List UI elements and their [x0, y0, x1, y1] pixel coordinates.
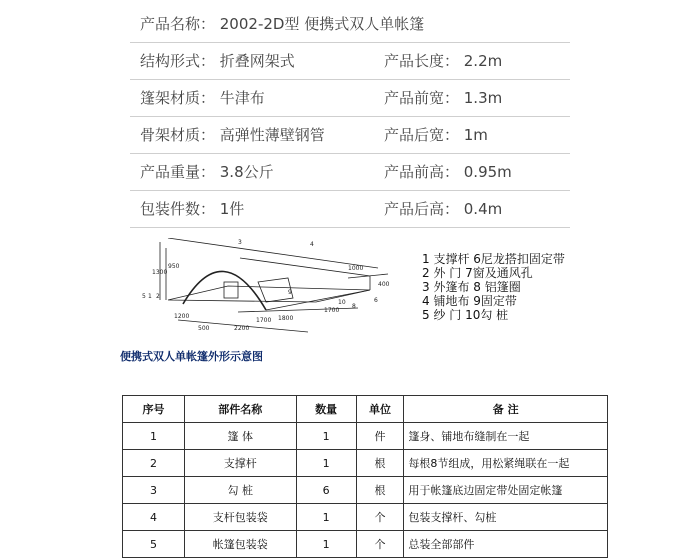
- table-cell: 1: [123, 423, 185, 450]
- dim-label: 1800: [278, 315, 294, 322]
- header-cell: 部件名称: [184, 396, 296, 423]
- callout-number: 4: [310, 241, 314, 248]
- spec-label-left: 包装件数： 1件: [140, 200, 245, 218]
- callout-number: 3: [238, 239, 242, 246]
- spec-label-left: 产品名称： 2002-2D型 便携式双人单帐篷: [140, 15, 425, 33]
- spec-label-left: 篷架材质： 牛津布: [140, 89, 265, 107]
- drawing-legend: [422, 252, 565, 322]
- dim-label: 950: [168, 263, 180, 270]
- table-cell: 支杆包装袋: [184, 504, 296, 531]
- tent-drawing: [138, 238, 408, 338]
- legend-item: 2 外 门 7窗及通风孔: [422, 266, 533, 280]
- legend-item: 5 纱 门 10勾 桩: [422, 308, 509, 322]
- callout-number: 8: [352, 303, 356, 310]
- table-cell: 个: [356, 504, 404, 531]
- parts-table: [122, 395, 608, 558]
- table-cell: 1: [296, 423, 356, 450]
- spec-label-left: 骨架材质： 高弹性薄壁钢管: [140, 126, 325, 144]
- table-cell: 根: [356, 450, 404, 477]
- callout-number: 1: [148, 293, 152, 300]
- table-cell: 3: [123, 477, 185, 504]
- dim-label: 500: [198, 325, 210, 332]
- spec-label-right: 产品后高： 0.4m: [384, 200, 503, 218]
- dim-label: 1300: [152, 269, 168, 276]
- spec-label-left: 结构形式： 折叠网架式: [140, 52, 295, 70]
- header-cell: 单位: [356, 396, 404, 423]
- table-header-row: [123, 396, 608, 423]
- table-cell: 用于帐篷底边固定带处固定帐篷: [404, 477, 608, 504]
- table-cell: 2: [123, 450, 185, 477]
- spec-row: [130, 117, 570, 154]
- table-row: [123, 423, 608, 450]
- drawing-caption: 便携式双人单帐篷外形示意图: [120, 350, 263, 363]
- table-cell: 帐篷包装袋: [184, 531, 296, 558]
- spec-row: [130, 6, 570, 43]
- spec-row: [130, 191, 570, 228]
- tent-door: [224, 282, 238, 298]
- header-cell: 序号: [123, 396, 185, 423]
- table-cell: 勾 桩: [184, 477, 296, 504]
- spec-list: [130, 6, 570, 228]
- spec-label-right: 产品前宽： 1.3m: [384, 89, 503, 107]
- table-cell: 1: [296, 531, 356, 558]
- dim-label: 1000: [348, 265, 364, 272]
- table-cell: 支撑杆: [184, 450, 296, 477]
- callout-number: 9: [288, 289, 292, 296]
- table-cell: 1: [296, 504, 356, 531]
- dim-label: 1200: [174, 313, 190, 320]
- table-cell: 篷身、铺地布缝制在一起: [404, 423, 608, 450]
- callout-number: 10: [338, 299, 346, 306]
- table-cell: 6: [296, 477, 356, 504]
- table-cell: 包装支撑杆、勾桩: [404, 504, 608, 531]
- header-cell: 数量: [296, 396, 356, 423]
- dim-label: 1700: [256, 317, 272, 324]
- header-cell: 备 注: [404, 396, 608, 423]
- tent-arch-pole: [183, 271, 266, 310]
- callout-number: 5: [142, 293, 146, 300]
- table-row: [123, 450, 608, 477]
- table-cell: 总装全部部件: [404, 531, 608, 558]
- table-cell: 每根8节组成，用松紧绳联在一起: [404, 450, 608, 477]
- spec-label-right: 产品后宽： 1m: [384, 126, 488, 144]
- spec-label-right: 产品长度： 2.2m: [384, 52, 503, 70]
- legend-item: 3 外篷布 8 铝篷圈: [422, 280, 521, 294]
- dim-label: 400: [378, 281, 390, 288]
- table-row: [123, 504, 608, 531]
- dim-label: 2200: [234, 325, 250, 332]
- table-cell: 1: [296, 450, 356, 477]
- table-cell: 根: [356, 477, 404, 504]
- spec-label-right: 产品前高： 0.95m: [384, 163, 512, 181]
- spec-label-left: 产品重量： 3.8公斤: [140, 163, 274, 181]
- table-cell: 4: [123, 504, 185, 531]
- callout-number: 2: [156, 293, 160, 300]
- callout-number: 6: [374, 297, 378, 304]
- table-cell: 件: [356, 423, 404, 450]
- dim-label: 1700: [324, 307, 340, 314]
- spec-row: [130, 80, 570, 117]
- table-row: [123, 477, 608, 504]
- table-cell: 个: [356, 531, 404, 558]
- table-cell: 篷 体: [184, 423, 296, 450]
- legend-item: 1 支撑杆 6尼龙搭扣固定带: [422, 252, 565, 266]
- table-cell: 5: [123, 531, 185, 558]
- spec-row: [130, 154, 570, 191]
- legend-item: 4 铺地布 9固定带: [422, 294, 517, 308]
- table-row: [123, 531, 608, 558]
- spec-row: [130, 43, 570, 80]
